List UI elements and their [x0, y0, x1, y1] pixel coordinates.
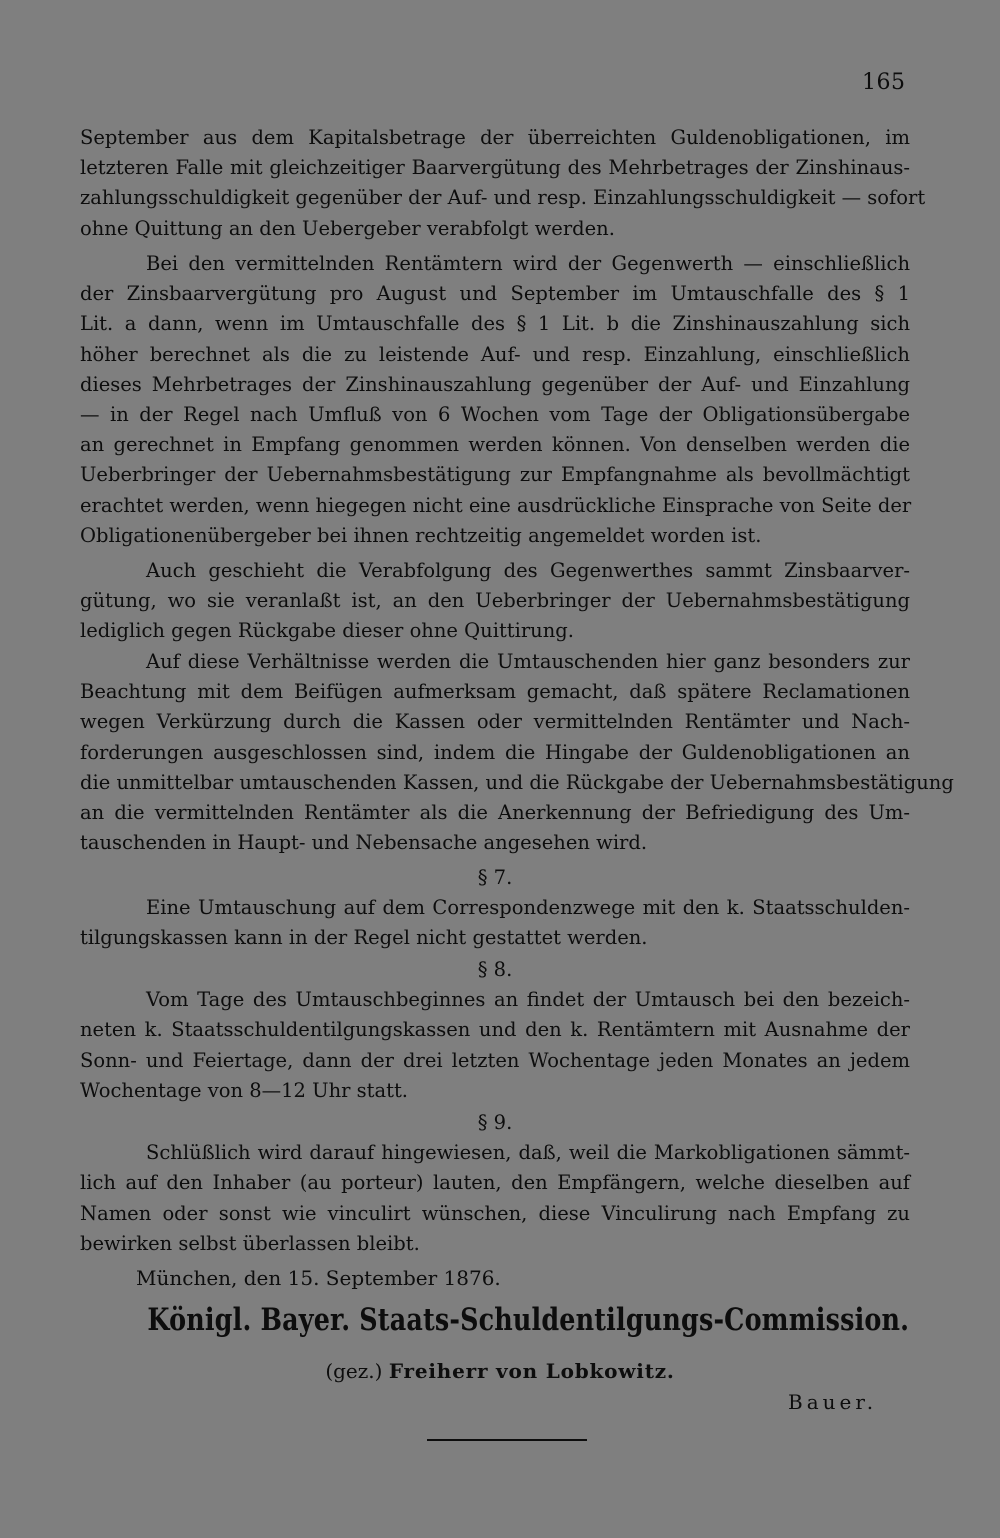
text-line: — in der Regel nach Umfluß von 6 Wochen vom Tage der Obligationsübergabe: [80, 403, 910, 427]
text-line: Eine Umtauschung auf dem Correspondenzwege mit den k. Staatsschulden-: [146, 896, 910, 920]
section-8: [80, 955, 910, 1106]
text-line: an gerechnet in Empfang genommen werden können. Von denselben werden die: [80, 433, 910, 457]
signature-line: [0, 1359, 1000, 1383]
page-number: 165: [862, 70, 906, 95]
text-line: letzteren Falle mit gleichzeitiger Baarvergütung des Mehrbetrages der Zinshinaus-: [80, 156, 910, 180]
text-line: September aus dem Kapitalsbetrage der überreichten Guldenobligationen, im: [80, 126, 910, 149]
text-line: Obligationenübergeber bei ihnen rechtzeitig angemeldet worden ist.: [80, 523, 762, 547]
text-line: an die vermittelnden Rentämter als die Anerkennung der Befriedigung des Um-: [80, 801, 910, 825]
signatory-name: Freiherr von Lobkowitz.: [388, 1359, 675, 1383]
paragraph-verhaeltnisse: [80, 647, 954, 858]
section-9: [80, 1108, 910, 1259]
paragraph-rentaemter: [80, 249, 910, 551]
text-line: neten k. Staatsschuldentilgungskassen und den k. Rentämtern mit Ausnahme der: [80, 1018, 910, 1042]
section-heading: § 7.: [477, 866, 513, 889]
text-line: Wochentage von 8—12 Uhr statt.: [80, 1078, 409, 1102]
paragraph-verabfolgung: [80, 556, 910, 647]
text-line: erachtet werden, wenn hiegegen nicht eine ausdrückliche Einsprache von Seite der: [80, 493, 912, 517]
text-line: forderungen ausgeschlossen sind, indem die Hingabe der Guldenobligationen an: [80, 740, 910, 764]
section-heading: § 8.: [477, 958, 513, 981]
text-line: zahlungsschuldigkeit gegenüber der Auf- und resp. Einzahlungsschuldigkeit — sofort: [80, 186, 926, 210]
text-line: Vom Tage des Umtauschbeginnes an findet der Umtausch bei den bezeich-: [146, 988, 910, 1012]
text-line: der Zinsbaarvergütung pro August und September im Umtauschfalle des § 1: [80, 282, 910, 306]
text-line: höher berechnet als die zu leistende Auf- und resp. Einzahlung, einschließlich: [80, 342, 910, 366]
text-line: Lit. a dann, wenn im Umtauschfalle des § 1 Lit. b die Zinshinauszahlung sich: [80, 312, 910, 336]
text-line: bewirken selbst überlassen bleibt.: [80, 1231, 420, 1255]
signature-prefix: (gez.): [325, 1359, 383, 1383]
text-line: gütung, wo sie veranlaßt ist, an den Ueberbringer der Uebernahmsbestätigung: [80, 589, 910, 613]
section-7: [80, 863, 910, 954]
text-line: dieses Mehrbetrages der Zinshinauszahlung gegenüber der Auf- und Einzahlung: [80, 372, 910, 396]
text-line: Beachtung mit dem Beifügen aufmerksam gemacht, daß spätere Reclamationen: [80, 680, 910, 704]
issuing-authority: Königl. Bayer. Staats-Schuldentilgungs-Commission.: [147, 1302, 910, 1338]
text-line: Schlüßlich wird darauf hingewiesen, daß, weil die Markobligationen sämmt-: [146, 1141, 910, 1165]
text-line: Namen oder sonst wie vinculirt wünschen, diese Vinculirung nach Empfang zu: [80, 1201, 910, 1225]
text-line: wegen Verkürzung durch die Kassen oder vermittelnden Rentämter und Nach-: [80, 710, 910, 734]
text-line: Ueberbringer der Uebernahmsbestätigung zur Empfangnahme als bevollmächtigt: [80, 463, 910, 487]
paragraph-continuation: [80, 123, 926, 244]
counter-signature: Bauer.: [788, 1390, 878, 1414]
section-heading: § 9.: [477, 1111, 513, 1134]
text-line: tilgungskassen kann in der Regel nicht gestattet werden.: [80, 926, 648, 950]
text-line: Bei den vermittelnden Rentämtern wird der Gegenwerth — einschließlich: [146, 252, 910, 275]
text-line: ohne Quittung an den Uebergeber verabfolgt werden.: [80, 216, 615, 240]
text-line: Auch geschieht die Verabfolgung des Gegenwerthes sammt Zinsbaarver-: [146, 559, 910, 582]
text-line: lich auf den Inhaber (au porteur) lauten, den Empfängern, welche dieselben auf: [80, 1171, 910, 1195]
text-line: lediglich gegen Rückgabe dieser ohne Quittirung.: [80, 619, 574, 643]
place-date: München, den 15. September 1876.: [136, 1266, 501, 1290]
text-line: Sonn- und Feiertage, dann der drei letzten Wochentage jeden Monates an jedem: [80, 1048, 910, 1072]
closing-rule: [427, 1439, 587, 1441]
text-line: tauschenden in Haupt- und Nebensache angesehen wird.: [80, 831, 648, 855]
text-line: Auf diese Verhältnisse werden die Umtauschenden hier ganz besonders zur: [146, 650, 910, 673]
text-line: die unmittelbar umtauschenden Kassen, und die Rückgabe der Uebernahmsbestätigung: [80, 770, 954, 794]
